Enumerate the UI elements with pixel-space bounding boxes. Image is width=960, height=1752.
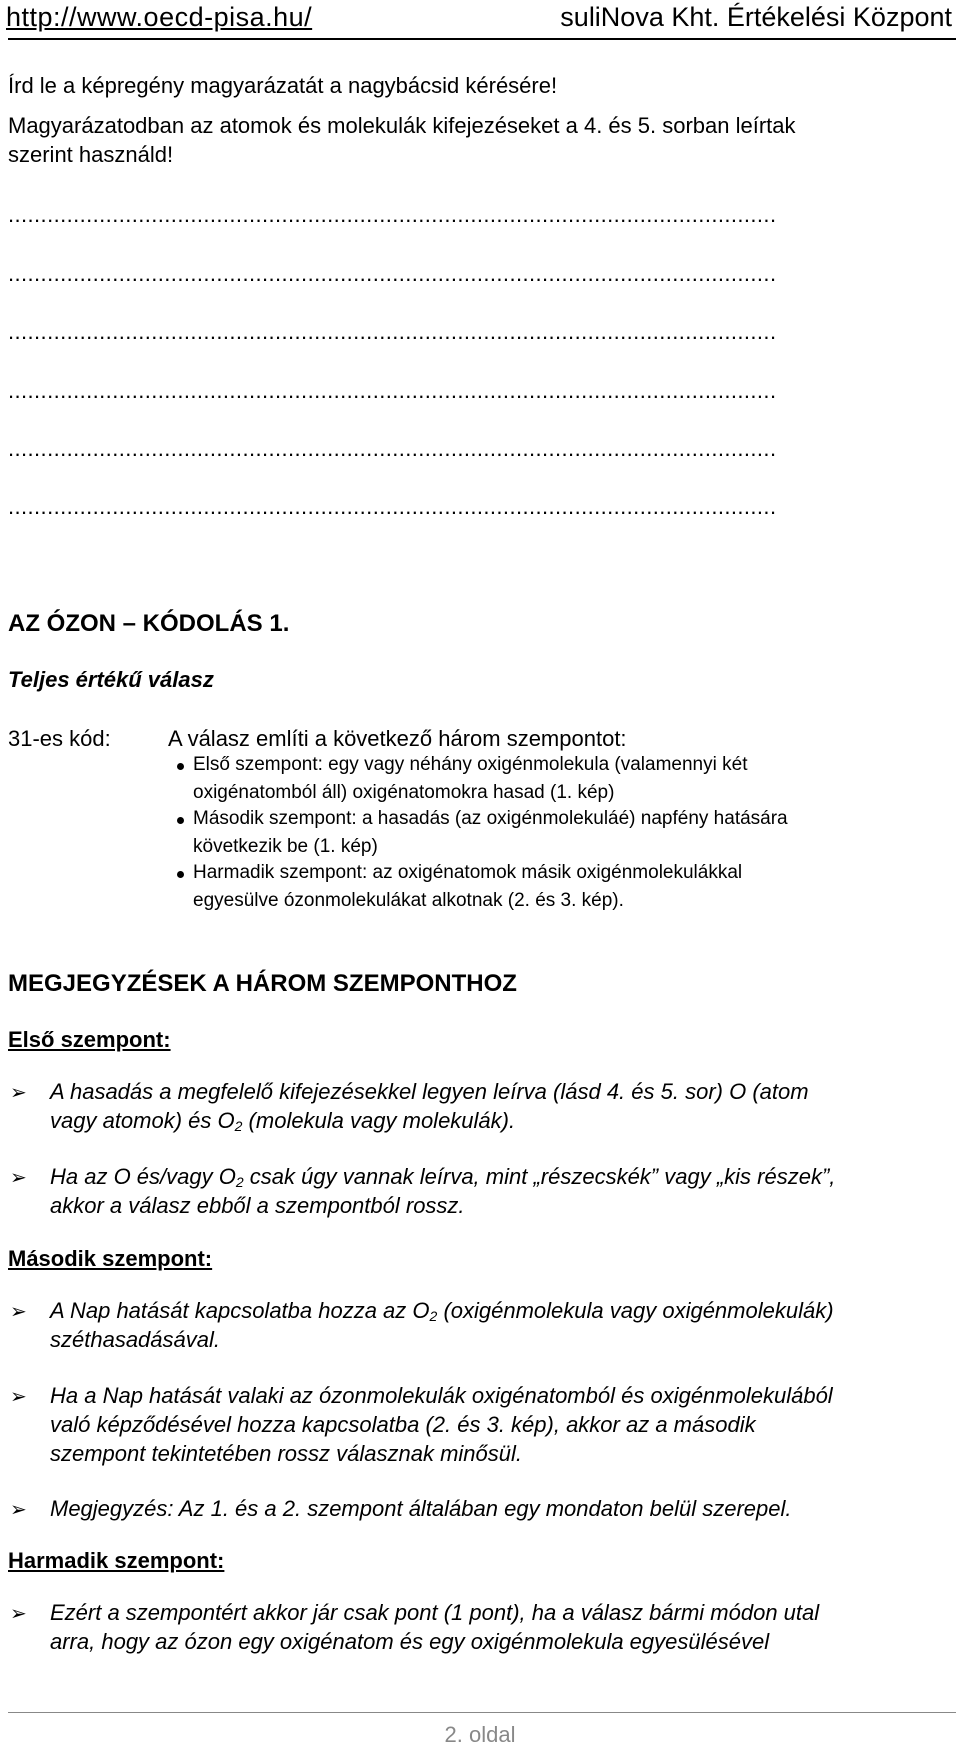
answer-line-3: ......................................................................................................................	[8, 319, 777, 344]
first-note-2-line-1: Ha az O és/vagy $O_2$ csak úgy vannak leírva, mint „részecskék” vagy „kis részek”,	[50, 1164, 836, 1190]
third-note-1-line-1: Ezért a szempontért akkor jár csak pont (1 pont), ha a válasz bármi módon utal	[50, 1600, 820, 1625]
criterion-3-line-1: Harmadik szempont: az oxigénatomok másik oxigénmolekulákkal	[193, 862, 743, 883]
intro-line-2: Magyarázatodban az atomok és molekulák kifejezéseket a 4. és 5. sorban leírtak	[8, 113, 796, 138]
arrowhead-bullet-icon: ➢	[10, 1384, 27, 1408]
second-note-2-line-3: szempont tekintetében rossz válasznak minősül.	[50, 1441, 523, 1466]
round-bullet-icon	[177, 871, 184, 878]
header-org: suliNova Kht. Értékelési Központ	[560, 2, 952, 32]
second-note-2-line-2: való képződésével hozza kapcsolatba (2. és 3. kép), akkor az a második	[50, 1412, 756, 1437]
answer-line-6: ......................................................................................................................	[8, 494, 777, 519]
header-url[interactable]: http://www.oecd-pisa.hu/	[6, 2, 313, 32]
round-bullet-icon	[177, 817, 184, 824]
page-number: 2. oldal	[444, 1722, 516, 1747]
second-criterion-title: Második szempont:	[8, 1246, 213, 1271]
first-note-1-line-1: A hasadás a megfelelő kifejezésekkel legyen leírva (lásd 4. és 5. sor) O (atom	[50, 1079, 809, 1104]
third-note-1-line-2: arra, hogy az ózon egy oxigénatom és egy oxigénmolekula egyesülésével	[50, 1629, 770, 1654]
arrowhead-bullet-icon: ➢	[10, 1299, 27, 1323]
first-note-1-line-2: vagy atomok) és $O_2$ (molekula vagy molekulák).	[50, 1108, 516, 1134]
section-title: AZ ÓZON – KÓDOLÁS 1.	[8, 610, 290, 637]
answer-line-5: ......................................................................................................................	[8, 436, 777, 461]
second-note-1-line-2: széthasadásával.	[50, 1327, 220, 1352]
second-note-1-line-1: A Nap hatását kapcsolatba hozza az $O_2$ (oxigénmolekula vagy oxigénmolekulák)	[50, 1298, 834, 1324]
answer-line-4: ......................................................................................................................	[8, 378, 777, 403]
notes-title: MEGJEGYZÉSEK A HÁROM SZEMPONTHOZ	[8, 970, 517, 997]
full-credit-label: Teljes értékű válasz	[8, 667, 214, 692]
code-label: 31-es kód:	[8, 726, 111, 751]
third-criterion-title: Harmadik szempont:	[8, 1548, 225, 1573]
second-note-2-line-1: Ha a Nap hatását valaki az ózonmolekulák oxigénatomból és oxigénmolekulából	[50, 1383, 833, 1408]
footer-divider	[8, 1712, 956, 1713]
second-note-3: Megjegyzés: Az 1. és a 2. szempont általában egy mondaton belül szerepel.	[50, 1496, 792, 1521]
arrowhead-bullet-icon: ➢	[10, 1080, 27, 1104]
criterion-2-line-2: következik be (1. kép)	[193, 836, 378, 857]
intro-line-1: Írd le a képregény magyarázatát a nagybácsid kérésére!	[8, 73, 558, 98]
first-criterion-title: Első szempont:	[8, 1027, 171, 1052]
intro-line-3: szerint használd!	[8, 142, 174, 167]
round-bullet-icon	[177, 763, 184, 770]
criterion-1-line-1: Első szempont: egy vagy néhány oxigénmolekula (valamennyi két	[193, 754, 748, 775]
arrowhead-bullet-icon: ➢	[10, 1601, 27, 1625]
arrowhead-bullet-icon: ➢	[10, 1165, 27, 1189]
arrowhead-bullet-icon: ➢	[10, 1497, 27, 1521]
criterion-1-line-2: oxigénatomból áll) oxigénatomokra hasad (1. kép)	[193, 782, 615, 803]
criterion-3-line-2: egyesülve ózonmolekulákat alkotnak (2. és 3. kép).	[193, 890, 624, 911]
code-intro: A válasz említi a következő három szempontot:	[168, 726, 627, 751]
first-note-2-line-2: akkor a válasz ebből a szempontból rossz.	[50, 1193, 465, 1218]
criterion-2-line-1: Második szempont: a hasadás (az oxigénmolekuláé) napfény hatására	[193, 808, 788, 829]
answer-line-2: ......................................................................................................................	[8, 261, 777, 286]
answer-line-1: ......................................................................................................................	[8, 202, 777, 227]
header-divider	[8, 38, 956, 40]
